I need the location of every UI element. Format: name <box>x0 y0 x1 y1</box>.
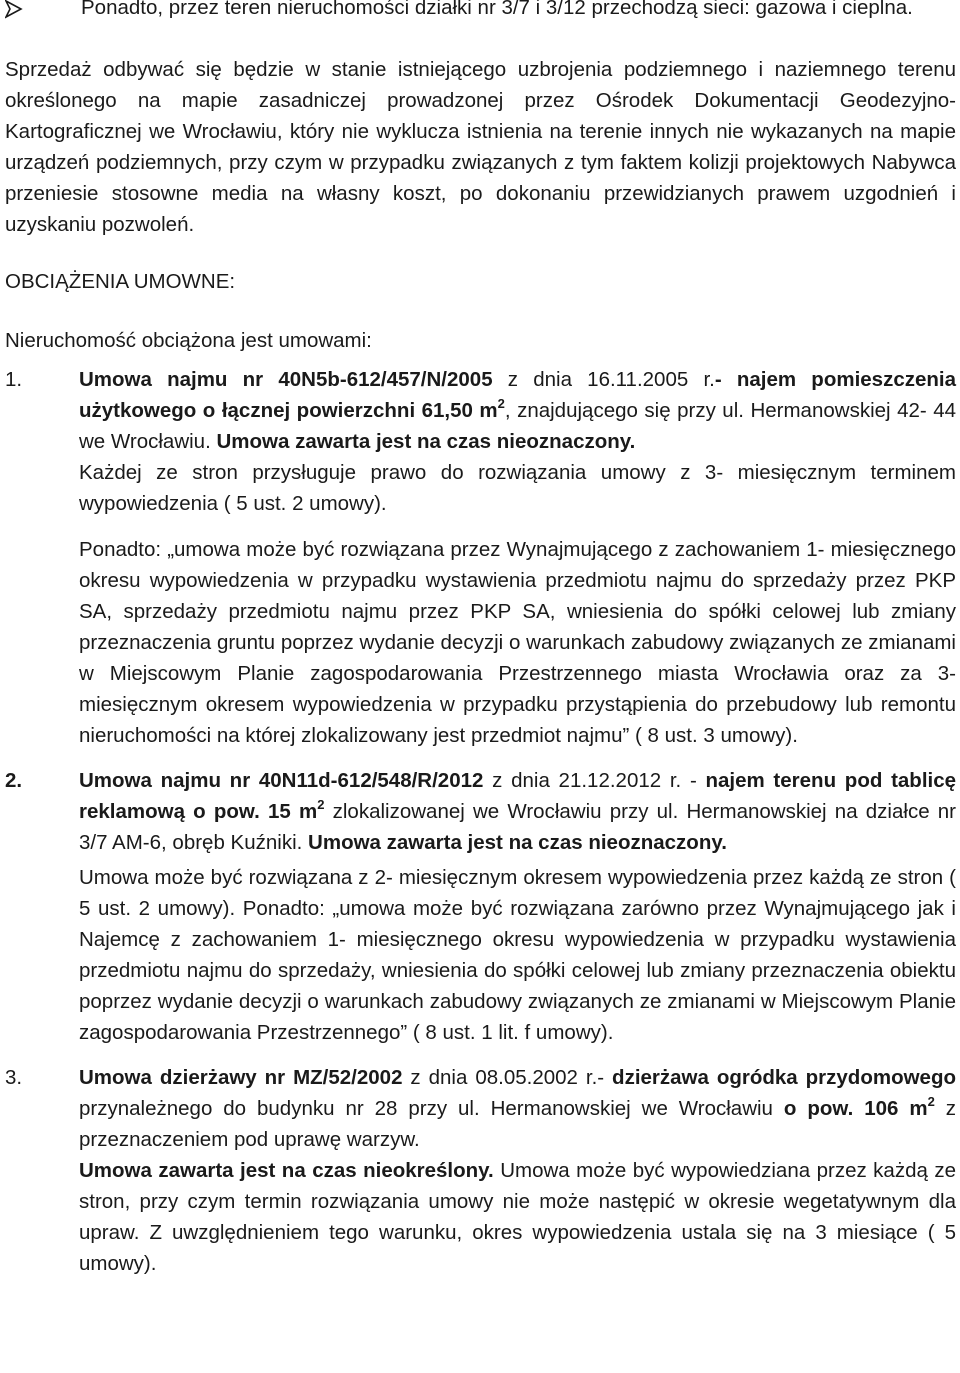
additional-terms: Ponadto: „umowa może być rozwiązana przez Wynajmującego z zachowaniem 1- miesięcznego okresu wypowiedzenia w przypadku wystawienia przedmiotu najmu do sprzedaży przez PKP SA, sprzedaży przedmiotu najmu przez PKP SA, wniesienia do spółki celowej lub zmiany przeznaczenia gruntu poprzez wydanie decyzji o warunkach zabudowy związanych ze zmianami w Miejscowym Planie zagospodarowania Przestrzennego miasta Wrocławia oraz za 3- miesięcznym okresem wypowiedzenia w przypadku przystąpienia do przebudowy lub remontu nieruchomości na której zlokalizowany jest przedmiot najmu” ( 8 ust. 3 umowy). <box>79 538 956 747</box>
agreement-summary: Umowa najmu nr 40N11d-612/548/R/2012 z dnia 21.12.2012 r. - najem terenu pod tablicę reklamową o pow. 15 $m^2$ zlokalizowanej we Wrocławiu przy ul. Hermanowskiej na działce nr 3/7 AM-6, obręb Kuźniki. Umowa zawarta jest na czas nieoznaczony. <box>79 769 957 854</box>
agreement-item-1 <box>5 364 956 751</box>
termination-terms: Umowa zawarta jest na czas nieokreślony. Umowa może być wypowiedziana przez każdą ze stron, przy czym termin rozwiązania umowy nie może następić w okresie wegetatywnym dla upraw. Z uwzględnieniem tego warunku, okres wypowiedzenia ustala się na 3 miesiące ( 5 umowy). <box>79 1159 956 1275</box>
agreement-summary: Umowa dzierżawy nr MZ/52/2002 z dnia 08.05.2002 r.- dzierżawa ogródka przydomowego przynależnego do budynku nr 28 przy ul. Hermanowskiej we Wrocławiu o pow. 106 $m^2$ z przeznaczeniem pod uprawę warzyw. <box>79 1066 956 1151</box>
agreement-summary: Umowa najmu nr 40N5b-612/457/N/2005 z dnia 16.11.2005 r.- najem pomieszczenia użytkowego o łącznej powierzchni 61,50 $m^2$, znajdującego się przy ul. Hermanowskiej 42- 44 we Wrocławiu. Umowa zawarta jest na czas nieoznaczony. <box>79 368 956 453</box>
item-number: 3. <box>5 1066 23 1089</box>
agreement-item-3 <box>5 1062 956 1279</box>
bullet-item <box>5 0 956 23</box>
bullet-text: Ponadto, przez teren nieruchomości działki nr 3/7 i 3/12 przechodzą sieci: gazowa i cieplna. <box>81 0 913 19</box>
section-heading: OBCIĄŻENIA UMOWNE: <box>5 270 236 293</box>
intro-paragraph: Sprzedaż odbywać się będzie w stanie istniejącego uzbrojenia podziemnego i naziemnego terenu określonego na mapie zasadniczej prowadzonej przez Ośrodek Dokumentacji Geodezyjno- Kartograficznej we Wrocławiu, który nie wyklucza istnienia na terenie innych nie wykazanych na mapie urządzeń podziemnych, przy czym w przypadku związanych z tym faktem kolizji projektowych Nabywca przeniesie stosowne media na własny koszt, po dokonaniu przewidzianych prawem uzgodnień i uzyskaniu pozwoleń. <box>5 58 956 236</box>
section-subheading: Nieruchomość obciążona jest umowami: <box>5 329 372 352</box>
agreement-item-2 <box>5 765 956 1048</box>
termination-terms: Umowa może być rozwiązana z 2- miesięcznym okresem wypowiedzenia przez każdą ze stron ( 5 ust. 2 umowy). Ponadto: „umowa może być rozwiązana zarówno przez Wynajmującego jak i Najemcę z zachowaniem 1- miesięcznego okresu wypowiedzenia w przypadku wystawienia przedmiotu najmu do sprzedaży, wniesienia do spółki celowej lub zmiany przeznaczenia obiektu poprzez wydanie decyzji o warunkach zabudowy związanych ze zmianami w Miejscowym Planie zagospodarowania Przestrzennego” ( 8 ust. 1 lit. f umowy). <box>79 866 956 1044</box>
item-number: 2. <box>5 769 23 792</box>
item-number: 1. <box>5 368 23 391</box>
termination-terms: Każdej ze stron przysługuje prawo do rozwiązania umowy z 3- miesięcznym terminem wypowiedzenia ( 5 ust. 2 umowy). <box>79 461 956 515</box>
document-page <box>5 0 956 1279</box>
